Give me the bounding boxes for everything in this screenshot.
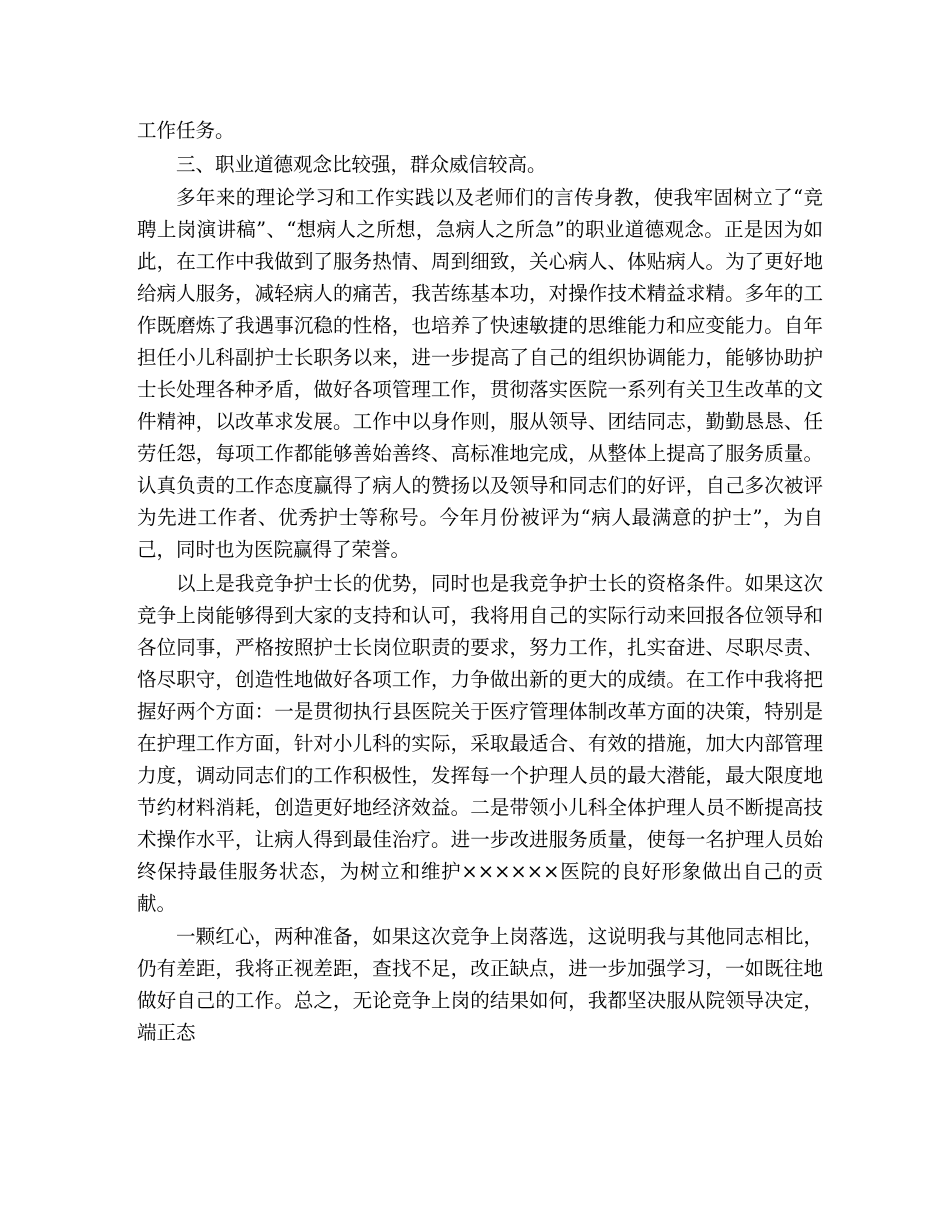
paragraph-conclusion: 一颗红心，两种准备，如果这次竞争上岗落选，这说明我与其他同志相比，仍有差距，我将正视差距，查找不足，改正缺点，进一步加强学习，一如既往地做好自己的工作。总之，无论竞争上岗的结果如何，我都坚决服从院领导决定，端正态	[137, 925, 823, 1044]
section-heading-professional-ethics: 三、职业道德观念比较强，群众威信较高。	[176, 152, 547, 176]
paragraph-ethics-body: 多年来的理论学习和工作实践以及老师们的言传身教，使我牢固树立了“竞聘上岗演讲稿”、“想病人之所想，急病人之所急”的职业道德观念。正是因为如此，在工作中我做到了服务热情、周到细致，关心病人、体贴病人。为了更好地给病人服务，减轻病人的痛苦，我苦练基本功，对操作技术精益求精。多年的工作既磨炼了我遇事沉稳的性格，也培养了快速敏捷的思维能力和应变能力。自年担任小儿科副护士长职务以来，进一步提高了自己的组织协调能力，能够协助护士长处理各种矛盾，做好各项管理工作，贯彻落实医院一系列有关卫生改革的文件精神，以改革求发展。工作中以身作则，服从领导、团结同志，勤勤恳恳、任劳任怨，每项工作都能够善始善终、高标准地完成，从整体上提高了服务质量。认真负责的工作态度赢得了病人的赞扬以及领导和同志们的好评，自己多次被评为先进工作者、优秀护士等称号。今年月份被评为“病人最满意的护士”，为自己，同时也为医院赢得了荣誉。	[137, 186, 823, 561]
paragraph-competition-plan: 以上是我竞争护士长的优势，同时也是我竞争护士长的资格条件。如果这次竞争上岗能够得到大家的支持和认可，我将用自己的实际行动来回报各位领导和各位同事，严格按照护士长岗位职责的要求，努力工作，扎实奋进、尽职尽责、恪尽职守，创造性地做好各项工作，力争做出新的更大的成绩。在工作中我将把握好两个方面：一是贯彻执行县医院关于医疗管理体制改革方面的决策，特别是在护理工作方面，针对小儿科的实际，采取最适合、有效的措施，加大内部管理力度，调动同志们的工作积极性，发挥每一个护理人员的最大潜能，最大限度地节约材料消耗，创造更好地经济效益。二是带领小儿科全体护理人员不断提高技术操作水平，让病人得到最佳治疗。进一步改进服务质量，使每一名护理人员始终保持最佳服务状态，为树立和维护××××××医院的良好形象做出自己的贡献。	[137, 571, 823, 915]
document-page	[137, 115, 823, 1051]
paragraph-continuation: 工作任务。	[137, 119, 235, 142]
